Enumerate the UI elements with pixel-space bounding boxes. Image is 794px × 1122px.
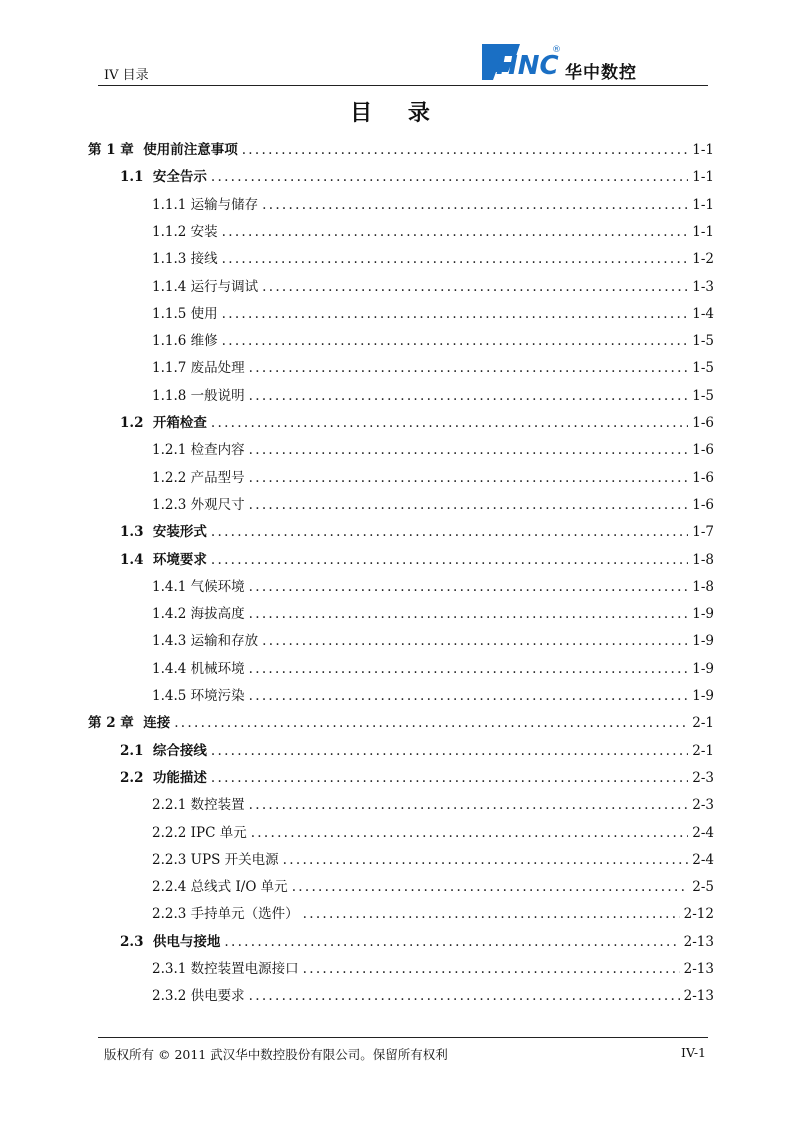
registered-mark: ® bbox=[552, 45, 561, 55]
toc-entry[interactable] bbox=[152, 793, 714, 813]
toc-entry[interactable] bbox=[152, 902, 714, 922]
toc-entry[interactable] bbox=[152, 193, 714, 213]
toc-leader-dots bbox=[211, 169, 688, 185]
toc-leader-dots bbox=[249, 360, 689, 376]
toc-entry-label: 连接 bbox=[143, 715, 171, 732]
toc-entry[interactable] bbox=[152, 302, 714, 322]
header-divider bbox=[98, 85, 708, 86]
toc-entry-page: 2-13 bbox=[683, 988, 714, 1005]
toc-entry-page: 2-13 bbox=[683, 933, 714, 950]
toc-entry-label: 机械环境 bbox=[190, 660, 245, 677]
toc-leader-dots bbox=[211, 524, 688, 540]
toc-entry[interactable] bbox=[152, 821, 714, 841]
toc-entry-label: 运输与储存 bbox=[190, 196, 259, 213]
toc-entry-label: 接线 bbox=[190, 251, 218, 268]
toc-entry-number: 2.3.1 bbox=[152, 961, 191, 977]
toc-entry[interactable] bbox=[120, 520, 714, 540]
toc-entry[interactable] bbox=[120, 739, 714, 759]
toc-entry-number: 1.1.4 bbox=[152, 278, 191, 295]
toc-entry-label: 手持单元（选件） bbox=[190, 906, 299, 923]
toc-entry-page: 1-2 bbox=[692, 251, 714, 268]
company-name: 华中数控 bbox=[565, 63, 637, 83]
toc-leader-dots bbox=[249, 579, 689, 595]
toc-entry-page: 1-5 bbox=[692, 360, 714, 377]
toc-entry-label: 使用 bbox=[190, 305, 218, 322]
toc-leader-dots bbox=[249, 988, 680, 1004]
toc-leader-dots bbox=[283, 852, 689, 868]
toc-entry[interactable] bbox=[152, 657, 714, 677]
toc-leader-dots bbox=[249, 661, 689, 677]
toc-entry-page: 1-7 bbox=[692, 524, 714, 541]
toc-entry[interactable] bbox=[152, 575, 714, 595]
toc-entry[interactable] bbox=[152, 602, 714, 622]
toc-leader-dots bbox=[211, 552, 688, 568]
toc-entry-page: 1-9 bbox=[692, 606, 714, 623]
toc-entry-label: 产品型号 bbox=[190, 469, 245, 486]
toc-entry-label: 外观尺寸 bbox=[190, 496, 245, 513]
toc-entry-number: 2.3 bbox=[120, 933, 153, 950]
toc-entry-page: 1-8 bbox=[692, 578, 714, 595]
toc-entry-label: 供电与接地 bbox=[152, 933, 221, 950]
toc-entry-number: 2.3.2 bbox=[152, 988, 191, 1005]
toc-leader-dots bbox=[249, 606, 689, 622]
toc-entry-page: 1-6 bbox=[692, 442, 714, 459]
toc-entry-label: 功能描述 bbox=[152, 769, 207, 786]
toc-entry-label: 供电要求 bbox=[190, 988, 245, 1005]
toc-leader-dots bbox=[249, 388, 689, 404]
toc-entry[interactable] bbox=[120, 766, 714, 786]
toc-entry-page: 2-3 bbox=[692, 769, 714, 786]
toc-entry[interactable] bbox=[152, 848, 714, 868]
toc-entry-label: 检查内容 bbox=[190, 442, 245, 459]
toc-entry[interactable] bbox=[88, 711, 714, 731]
toc-entry-label: 安全告示 bbox=[152, 169, 207, 186]
toc-leader-dots bbox=[242, 142, 689, 158]
toc-entry-number: 1.1.7 bbox=[152, 360, 191, 377]
toc-entry[interactable] bbox=[152, 329, 714, 349]
toc-entry[interactable] bbox=[152, 875, 714, 895]
toc-entry-number: 1.2 bbox=[120, 415, 153, 431]
toc-entry[interactable] bbox=[152, 684, 714, 704]
toc-leader-dots bbox=[262, 197, 688, 213]
toc-entry-number: 第 1 章 bbox=[88, 142, 144, 158]
toc-entry-page: 1-9 bbox=[692, 633, 714, 650]
toc-entry-number: 2.1 bbox=[120, 742, 153, 759]
toc-entry-page: 1-1 bbox=[692, 223, 714, 240]
toc-entry[interactable] bbox=[152, 247, 714, 267]
toc-entry-label: 气候环境 bbox=[190, 578, 245, 595]
toc-entry-number: 2.2.3 bbox=[152, 906, 191, 923]
toc-entry-page: 1-8 bbox=[692, 551, 714, 568]
toc-entry-number: 1.1.5 bbox=[152, 305, 191, 322]
toc-entry-number: 2.2.3 bbox=[152, 851, 191, 868]
toc-leader-dots bbox=[224, 934, 679, 950]
toc-entry-page: 2-5 bbox=[692, 879, 714, 896]
toc-entry-number: 2.2.1 bbox=[152, 797, 191, 814]
toc-leader-dots bbox=[251, 825, 689, 841]
toc-entry[interactable] bbox=[152, 957, 714, 977]
toc-leader-dots bbox=[222, 306, 689, 322]
toc-entry-number: 1.1.8 bbox=[152, 387, 191, 404]
toc-entry-page: 1-9 bbox=[692, 688, 714, 704]
toc-entry-page: 2-3 bbox=[692, 797, 714, 814]
toc-entry-number: 1.3 bbox=[120, 524, 153, 541]
toc-entry-page: 1-3 bbox=[692, 278, 714, 295]
toc-entry-number: 1.2.3 bbox=[152, 496, 191, 513]
toc-entry-page: 2-1 bbox=[692, 742, 714, 759]
toc-entry-number: 2.2 bbox=[120, 769, 153, 786]
toc-leader-dots bbox=[292, 879, 689, 895]
toc-entry[interactable] bbox=[120, 548, 714, 568]
toc-leader-dots bbox=[222, 333, 689, 349]
toc-entry-page: 2-4 bbox=[692, 851, 714, 868]
toc-entry-label: 废品处理 bbox=[190, 360, 245, 377]
toc-entry-number: 1.1.3 bbox=[152, 251, 191, 268]
logo-letters: HNC bbox=[496, 51, 559, 81]
toc-entry-page: 1-1 bbox=[692, 169, 714, 186]
toc-entry-number: 1.1.2 bbox=[152, 223, 191, 240]
toc-leader-dots bbox=[249, 470, 689, 486]
toc-entry-number: 1.4 bbox=[120, 551, 153, 568]
toc-entry-page: 1-1 bbox=[692, 142, 714, 158]
toc-leader-dots bbox=[222, 251, 689, 267]
toc-entry-label: 安装形式 bbox=[152, 524, 207, 541]
toc-entry-page: 1-1 bbox=[692, 196, 714, 213]
toc-entry-label: 维修 bbox=[190, 333, 218, 350]
toc-entry[interactable] bbox=[88, 138, 714, 158]
toc-entry-page: 1-4 bbox=[692, 305, 714, 322]
toc-entry[interactable] bbox=[152, 220, 714, 240]
toc-entry-page: 1-6 bbox=[692, 496, 714, 513]
toc-entry-label: 综合接线 bbox=[152, 742, 207, 759]
toc-entry-number: 1.4.5 bbox=[152, 688, 191, 704]
header-section-label: IV 目录 bbox=[104, 68, 149, 83]
toc-leader-dots bbox=[249, 797, 689, 813]
toc-entry-page: 1-5 bbox=[692, 333, 714, 350]
toc-entry[interactable] bbox=[152, 984, 714, 1004]
toc-entry-number: 1.1.6 bbox=[152, 333, 191, 350]
toc-entry-label: 数控装置电源接口 bbox=[190, 961, 299, 977]
toc-leader-dots bbox=[222, 224, 689, 240]
toc-leader-dots bbox=[303, 906, 680, 922]
toc-entry-number: 1.2.1 bbox=[152, 442, 191, 459]
toc-entry[interactable] bbox=[152, 438, 714, 458]
footer-copyright: 版权所有 © 2011 武汉华中数控股份有限公司。保留所有权利 bbox=[104, 1047, 448, 1062]
toc-entry-page: 2-12 bbox=[683, 906, 714, 923]
toc-entry-number: 第 2 章 bbox=[88, 715, 144, 732]
toc-entry[interactable] bbox=[152, 275, 714, 295]
toc-entry-number: 1.1.1 bbox=[152, 196, 191, 213]
toc-entry[interactable] bbox=[120, 930, 714, 950]
toc-entry-number: 2.2.4 bbox=[152, 879, 191, 896]
toc-entry[interactable] bbox=[152, 493, 714, 513]
toc-entry-label: 使用前注意事项 bbox=[143, 142, 238, 158]
toc-entry-label: 环境污染 bbox=[190, 688, 245, 704]
toc-entry[interactable] bbox=[152, 629, 714, 649]
toc-entry[interactable] bbox=[120, 411, 714, 431]
toc-entry-page: 1-6 bbox=[692, 469, 714, 486]
toc-entry-label: 海拔高度 bbox=[190, 606, 245, 623]
toc-entry-label: UPS 开关电源 bbox=[190, 851, 279, 868]
toc-entry[interactable] bbox=[152, 356, 714, 376]
footer-divider bbox=[98, 1037, 708, 1038]
toc-leader-dots bbox=[211, 770, 688, 786]
toc-entry-label: 运行与调试 bbox=[190, 278, 259, 295]
toc-entry-label: IPC 单元 bbox=[190, 824, 247, 841]
toc-leader-dots bbox=[249, 442, 689, 458]
toc-entry-label: 安装 bbox=[190, 223, 218, 240]
toc-entry-number: 1.4.3 bbox=[152, 633, 191, 650]
toc-entry[interactable] bbox=[152, 384, 714, 404]
toc-leader-dots bbox=[211, 415, 688, 431]
toc-entry-number: 1.4.2 bbox=[152, 606, 191, 623]
toc-entry-label: 一般说明 bbox=[190, 387, 245, 404]
toc-entry-label: 运输和存放 bbox=[190, 633, 259, 650]
toc-leader-dots bbox=[249, 688, 689, 704]
toc-entry-label: 总线式 I/O 单元 bbox=[190, 879, 288, 896]
toc-leader-dots bbox=[262, 633, 688, 649]
toc-entry-label: 开箱检查 bbox=[152, 415, 207, 431]
toc-leader-dots bbox=[262, 279, 688, 295]
toc-entry-number: 1.4.1 bbox=[152, 578, 191, 595]
toc-leader-dots bbox=[211, 743, 688, 759]
toc-entry-label: 环境要求 bbox=[152, 551, 207, 568]
toc-entry-label: 数控装置 bbox=[190, 797, 245, 814]
toc-entry-page: 1-9 bbox=[692, 660, 714, 677]
toc-entry-number: 1.4.4 bbox=[152, 660, 191, 677]
toc-entry-page: 1-6 bbox=[692, 415, 714, 431]
toc-leader-dots bbox=[303, 961, 680, 977]
footer-page-number: IV-1 bbox=[681, 1045, 706, 1060]
toc-entry-page: 1-5 bbox=[692, 387, 714, 404]
toc-entry[interactable] bbox=[120, 165, 714, 185]
toc-leader-dots bbox=[174, 715, 688, 731]
toc-entry-number: 1.2.2 bbox=[152, 469, 191, 486]
page-title: 目 录 bbox=[350, 100, 444, 126]
toc-entry-page: 2-1 bbox=[692, 715, 714, 732]
toc-entry[interactable] bbox=[152, 466, 714, 486]
toc-entry-number: 1.1 bbox=[120, 169, 153, 186]
toc-leader-dots bbox=[249, 497, 689, 513]
toc-entry-number: 2.2.2 bbox=[152, 824, 191, 841]
toc-entry-page: 2-4 bbox=[692, 824, 714, 841]
toc-entry-page: 2-13 bbox=[683, 961, 714, 977]
